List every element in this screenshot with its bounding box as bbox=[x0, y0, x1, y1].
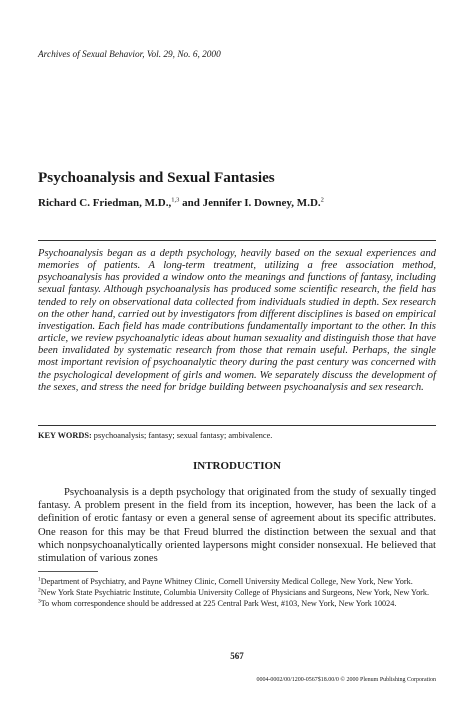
body-text bbox=[38, 486, 436, 565]
abstract-bottom-rule bbox=[38, 425, 436, 426]
keywords-list: psychoanalysis; fantasy; sexual fantasy; ambivalence. bbox=[91, 431, 273, 440]
footnote-3-mark: 3 bbox=[38, 597, 41, 604]
footnotes bbox=[38, 577, 436, 609]
author-friedman-affiliation-marks: 1,3 bbox=[171, 196, 180, 204]
section-heading-introduction: INTRODUCTION bbox=[192, 460, 281, 472]
footnote-1-text: Department of Psychiatry, and Payne Whitney Clinic, Cornell University Medical College, New York, New York. bbox=[40, 577, 413, 586]
author-downey: Jennifer I. Downey, M.D. bbox=[202, 197, 321, 209]
abstract-top-rule bbox=[38, 240, 436, 241]
footnote-2-text: New York State Psychiatric Institute, Columbia University College of Physicians and Surgeons, New York, New York. bbox=[40, 587, 430, 597]
abstract-text: Psychoanalysis began as a depth psychology, heavily based on the sexual experiences and memories of patients. A long-term treatment, utilizing a free association method, psychoanalysis has provided a window onto the meanings and functions of fantasy, including sexual fantasy. Although psychoanalysis has produced some scientific research, the field has tended to rely on observational data collected from individuals studied in depth. Sex research on the other hand, carried out by investigators from different disciplines is based on empirical investigation. Each field has made contributions fundamentally important to the other. In this article, we review psychoanalytic ideas about human sexuality and distinguish those that have been invalidated by systematic research from those that remain useful. Perhaps, the single most important revision of psychoanalytic theory during the past century was concerned with the psychological development of girls and women. We separately discuss the development of the sexes, and stress the need for bridge building between psychoanalysis and sex research. bbox=[38, 248, 436, 393]
footnote-3 bbox=[38, 599, 436, 609]
copyright-line: 0004-0002/00/1200-0567$18.00/0 © 2000 Plenum Publishing Corporation bbox=[256, 677, 436, 683]
page-number: 567 bbox=[230, 651, 244, 661]
footnote-2-mark: 2 bbox=[38, 587, 41, 594]
footnote-1-mark: 1 bbox=[38, 576, 41, 583]
keywords-label: KEY WORDS: bbox=[38, 431, 92, 440]
author-line bbox=[38, 197, 324, 209]
footnote-3-text: To whom correspondence should be addressed at 225 Central Park West, #103, New York, New York 10024. bbox=[40, 598, 397, 608]
author-downey-affiliation-marks: 2 bbox=[320, 196, 324, 204]
author-friedman: Richard C. Friedman, M.D., bbox=[38, 197, 172, 209]
article-title: Psychoanalysis and Sexual Fantasies bbox=[38, 169, 275, 186]
journal-citation: Archives of Sexual Behavior, Vol. 29, No. 6, 2000 bbox=[38, 50, 221, 60]
keywords bbox=[38, 431, 272, 440]
footnote-2 bbox=[38, 588, 436, 598]
author-conjunction: and bbox=[179, 197, 203, 209]
intro-paragraph: Psychoanalysis is a depth psychology that originated from the study of sexually tinged fantasy. A problem present in the field from its inception, however, has been the lack of a definition of erotic fantasy or even a general sense of agreement about its specific attributes. One reason for this may be that Freud blurred the distinction between the sexual and that which nonpsychoanalytically oriented laypersons might consider nonsexual. He believed that stimulation of various zones bbox=[38, 487, 436, 565]
footnote-1 bbox=[38, 577, 436, 587]
footnote-rule bbox=[38, 571, 98, 572]
